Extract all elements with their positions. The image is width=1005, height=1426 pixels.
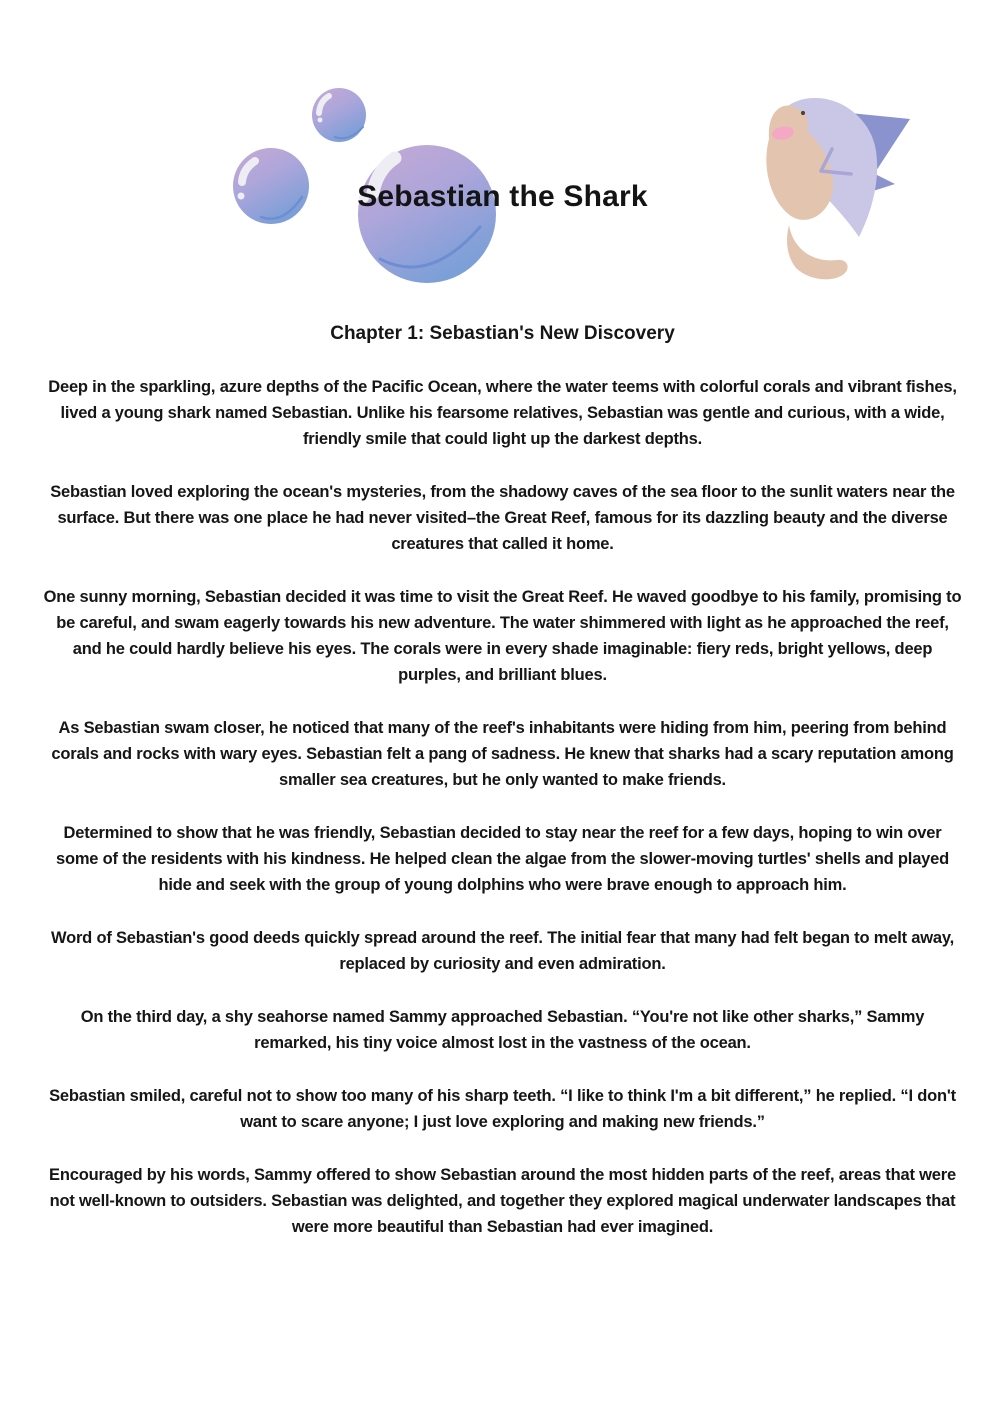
story-paragraph: Determined to show that he was friendly, Sebastian decided to stay near the reef for a few days, hoping to win over some of the residents with his kindness. He helped clean the algae from the slower-moving turtles' shells and played hide and seek with the group of young dolphins who were brave enough to approach him.	[55, 824, 950, 894]
story-paragraph: Sebastian loved exploring the ocean's mysteries, from the shadowy caves of the sea floor to the sunlit waters near the surface. But there was one place he had never visited–the Great Reef, famous for its dazzling beauty and the diverse creatures that called it home.	[50, 483, 955, 553]
story-paragraph: Encouraged by his words, Sammy offered to show Sebastian around the most hidden parts of the reef, areas that were not well-known to outsiders. Sebastian was delighted, and together they explored magical underwater landscapes that were more beautiful than Sebastian had ever imagined.	[49, 1166, 956, 1236]
shark-eye	[801, 111, 805, 115]
shark-tail-shape	[787, 225, 848, 279]
bubble-small	[312, 88, 366, 142]
story-paragraph: Deep in the sparkling, azure depths of the Pacific Ocean, where the water teems with colorful corals and vibrant fishes, lived a young shark named Sebastian. Unlike his fearsome relatives, Sebastian was gentle and curious, with a wide, friendly smile that could light up the darkest depths.	[48, 378, 957, 448]
chapter-heading: Chapter 1: Sebastian's New Discovery	[330, 323, 675, 344]
story-paragraph: Sebastian smiled, careful not to show too many of his sharp teeth. “I like to think I'm a bit different,” he replied. “I don't want to scare anyone; I just love exploring and making new friends.”	[49, 1087, 956, 1131]
story-paragraph: As Sebastian swam closer, he noticed that many of the reef's inhabitants were hiding from him, peering from behind corals and rocks with wary eyes. Sebastian felt a pang of sadness. He knew that sharks had a scary reputation among smaller sea creatures, but he only wanted to make friends.	[51, 719, 954, 789]
page-title: Sebastian the Shark	[357, 180, 648, 214]
story-paragraph: On the third day, a shy seahorse named Sammy approached Sebastian. “You're not like other sharks,” Sammy remarked, his tiny voice almost lost in the vastness of the ocean.	[80, 1008, 925, 1052]
story-paragraph: Word of Sebastian's good deeds quickly spread around the reef. The initial fear that many had felt began to melt away, replaced by curiosity and even admiration.	[51, 929, 954, 973]
story-paragraph: One sunny morning, Sebastian decided it was time to visit the Great Reef. He waved goodbye to his family, promising to be careful, and swam eagerly towards his new adventure. The water shimmered with light as he approached the reef, and he could hardly believe his eyes. The corals were in every shade imaginable: fiery reds, bright yellows, deep purples, and brilliant blues.	[43, 588, 962, 684]
story-body	[41, 321, 964, 1240]
